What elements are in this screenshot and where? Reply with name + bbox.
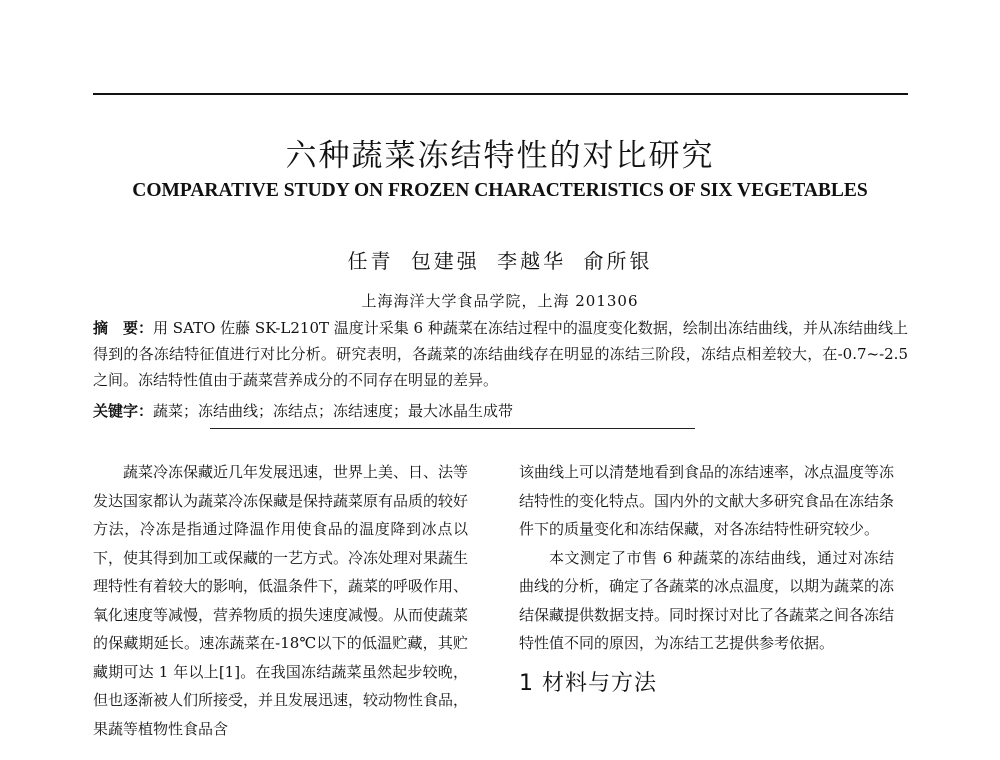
author-name: 包建强	[410, 249, 480, 273]
body-paragraph: 蔬菜冷冻保藏近几年发展迅速，世界上美、日、法等发达国家都认为蔬菜冷冻保藏是保持蔬菜原有品质的较好方法，冷冻是指通过降温作用使食品的温度降到冰点以下，使其得到加工或保藏的一艺方式。冷冻处理对果蔬生理特性有着较大的影响，低温条件下，蔬菜的呼吸作用、氧化速度等减慢，营养物质的损失速度减慢。从而使蔬菜的保藏期延长。速冻蔬菜在-18℃以下的低温贮藏，其贮藏期可达 1 年以上[1]。在我国冻结蔬菜虽然起步较晚，但也逐渐被人们所接受，并且发展迅速，较动物性食品，果蔬等植物性食品含	[93, 463, 469, 738]
body-column-right	[519, 458, 894, 698]
keywords-label: 关键字：	[93, 402, 154, 420]
keywords	[93, 398, 908, 424]
author-name: 李越华	[497, 249, 567, 273]
header-rule	[93, 93, 908, 95]
paper-title-en: COMPARATIVE STUDY ON FROZEN CHARACTERISTICS OF SIX VEGETABLES	[132, 180, 868, 201]
author-list	[0, 245, 1000, 274]
abstract	[93, 315, 908, 393]
section-heading: 1 材料与方法	[519, 670, 657, 696]
abstract-text: 用 SATO 佐藤 SK-L210T 温度计采集 6 种蔬菜在冻结过程中的温度变化数据，绘制出冻结曲线，并从冻结曲线上得到的各冻结特征值进行对比分析。研究表明，各蔬菜的冻结曲线存在明显的冻结三阶段，冻结点相差较大，在-0.7~-2.5 之间。冻结特性值由于蔬菜营养成分的不同存在明显的差异。	[93, 319, 908, 389]
author-name: 任青	[347, 249, 394, 273]
abstract-label: 摘 要：	[93, 319, 154, 337]
paper-title-cn: 六种蔬菜冻结特性的对比研究	[285, 138, 715, 174]
body-column-left	[93, 458, 468, 743]
author-name: 俞所银	[583, 249, 653, 273]
body-paragraph: 本文测定了市售 6 种蔬菜的冻结曲线，通过对冻结曲线的分析，确定了各蔬菜的冰点温度，以期为蔬菜的冻结保藏提供数据支持。同时探讨对比了各蔬菜之间各冻结特性值不同的原因，为冻结工艺提供参考依据。	[519, 548, 895, 652]
keywords-text: 蔬菜；冻结曲线；冻结点；冻结速度；最大冰晶生成带	[153, 402, 514, 420]
keywords-rule	[210, 428, 695, 429]
body-paragraph: 该曲线上可以清楚地看到食品的冻结速率，冰点温度等冻结特性的变化特点。国内外的文献大多研究食品在冻结条件下的质量变化和冻结保藏，对各冻结特性研究较少。	[519, 463, 895, 538]
affiliation: 上海海洋大学食品学院，上海 201306	[361, 292, 639, 310]
